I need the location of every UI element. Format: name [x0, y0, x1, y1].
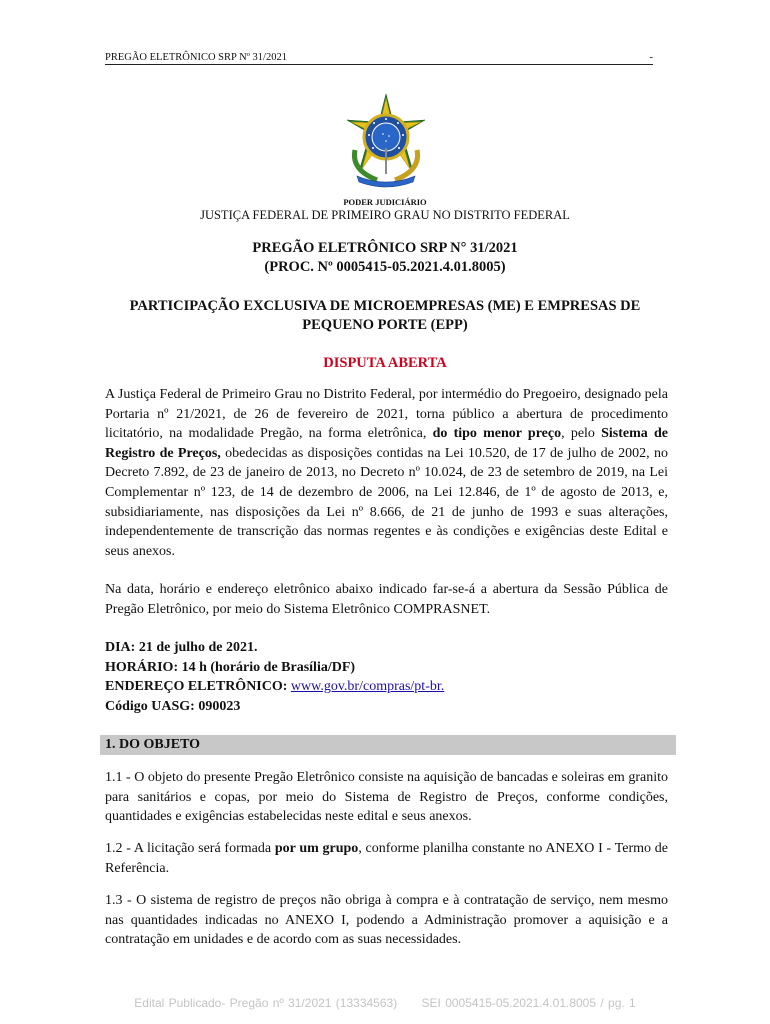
item-1-2-grupo: por um grupo [274, 841, 359, 856]
justica-federal: JUSTIÇA FEDERAL DE PRIMEIRO GRAU NO DISTRITO FEDERAL [200, 208, 570, 222]
header-title: PREGÃO ELETRÔNICO SRP Nº 31/2021 [105, 52, 287, 63]
pregao-title: PREGÃO ELETRÔNICO SRP N° 31/2021 [252, 240, 518, 256]
section-heading-objeto: 1. DO OBJETO [100, 735, 676, 755]
header-dash: - [649, 52, 653, 63]
preamble-text-a: A Justiça Federal de Primeiro Grau no Distrito Federal, por intermédio do Pregoeiro, designado pela Portaria nº 21/2021, de 26 de fevereiro de 2021, torna público a abertura de procedimento licitatório, na modalidade Pregão, na forma eletrônica, [105, 387, 668, 442]
session-time: HORÁRIO: 14 h (horário de Brasília/DF) [105, 659, 356, 675]
item-1-2-c: , conforme planilha constante no ANEXO I - Termo de Referência. [105, 841, 669, 876]
running-header [105, 52, 653, 65]
sessao-paragraph: Na data, horário e endereço eletrônico abaixo indicado far-se-á a abertura da Sessão Pública de Pregão Eletrônico, por meio do Sistema Eletrônico COMPRASNET. [105, 582, 668, 617]
comprasnet-link[interactable]: www.gov.br/compras/pt-br. [290, 679, 445, 695]
address-label: ENDEREÇO ELETRÔNICO: [105, 679, 288, 695]
item-1-1: 1.1 - O objeto do presente Pregão Eletrônico consiste na aquisição de bancadas e soleiras em granito para sanitários e copas, por meio do Sistema de Registro de Preços, conforme condições, quantidades e exigências estabelecidas neste edital e seus anexos. [105, 770, 668, 825]
session-date: DIA: 21 de julho de 2021. [105, 640, 258, 655]
uasg-code: Código UASG: 090023 [105, 698, 241, 714]
session-info [105, 638, 665, 716]
poder-judiciario: PODER JUDICIÁRIO [343, 197, 427, 207]
session-address [105, 677, 665, 697]
proc-number: (PROC. Nº 0005415-05.2021.4.01.8005) [264, 259, 506, 275]
preamble-srp: Sistema de Registro de Preços, [105, 426, 668, 461]
item-1-2 [105, 839, 668, 878]
preamble-menor-preco: do tipo menor preço [432, 426, 562, 442]
participacao-heading: PARTICIPAÇÃO EXCLUSIVA DE MICROEMPRESAS (ME) E EMPRESAS DE PEQUENO PORTE (EPP) [129, 298, 641, 333]
preamble-text-e: obedecidas as disposições contidas na Lei 10.520, de 17 de julho de 2002, no Decreto 7.892, de 23 de janeiro de 2013, no Decreto nº 10.024, de 23 de setembro de 2019, na Lei Complementar nº 123, de 14 de dezembro de 2006, na Lei 12.846, de 1º de agosto de 2013, e, subsidiariamente, nas disposições da Lei nº 8.666, de 21 de junho de 1993 e suas alterações, independentemente de transcrição das normas regentes e às condições e exigências deste Edital e seus anexos. [105, 445, 668, 559]
item-1-2-a: 1.2 - A licitação será formada [105, 841, 275, 856]
footer-edital: Edital Publicado- Pregão nº 31/2021 (13334563) [134, 996, 398, 1010]
preamble-paragraph [105, 385, 668, 561]
brasao-republica-icon [341, 92, 431, 188]
disputa-aberta: DISPUTA ABERTA [323, 355, 447, 371]
item-1-3: 1.3 - O sistema de registro de preços não obriga à compra e à contratação de serviço, nem mesmo nas quantidades indicadas no ANEXO I, podendo a Administração promover a aquisição e a contratação em unidades e de acordo com as suas necessidades. [105, 893, 668, 948]
preamble-text-c: , pelo [561, 426, 602, 442]
page-footer [0, 996, 770, 1010]
footer-sei: SEI 0005415-05.2021.4.01.8005 / pg. 1 [421, 996, 636, 1010]
